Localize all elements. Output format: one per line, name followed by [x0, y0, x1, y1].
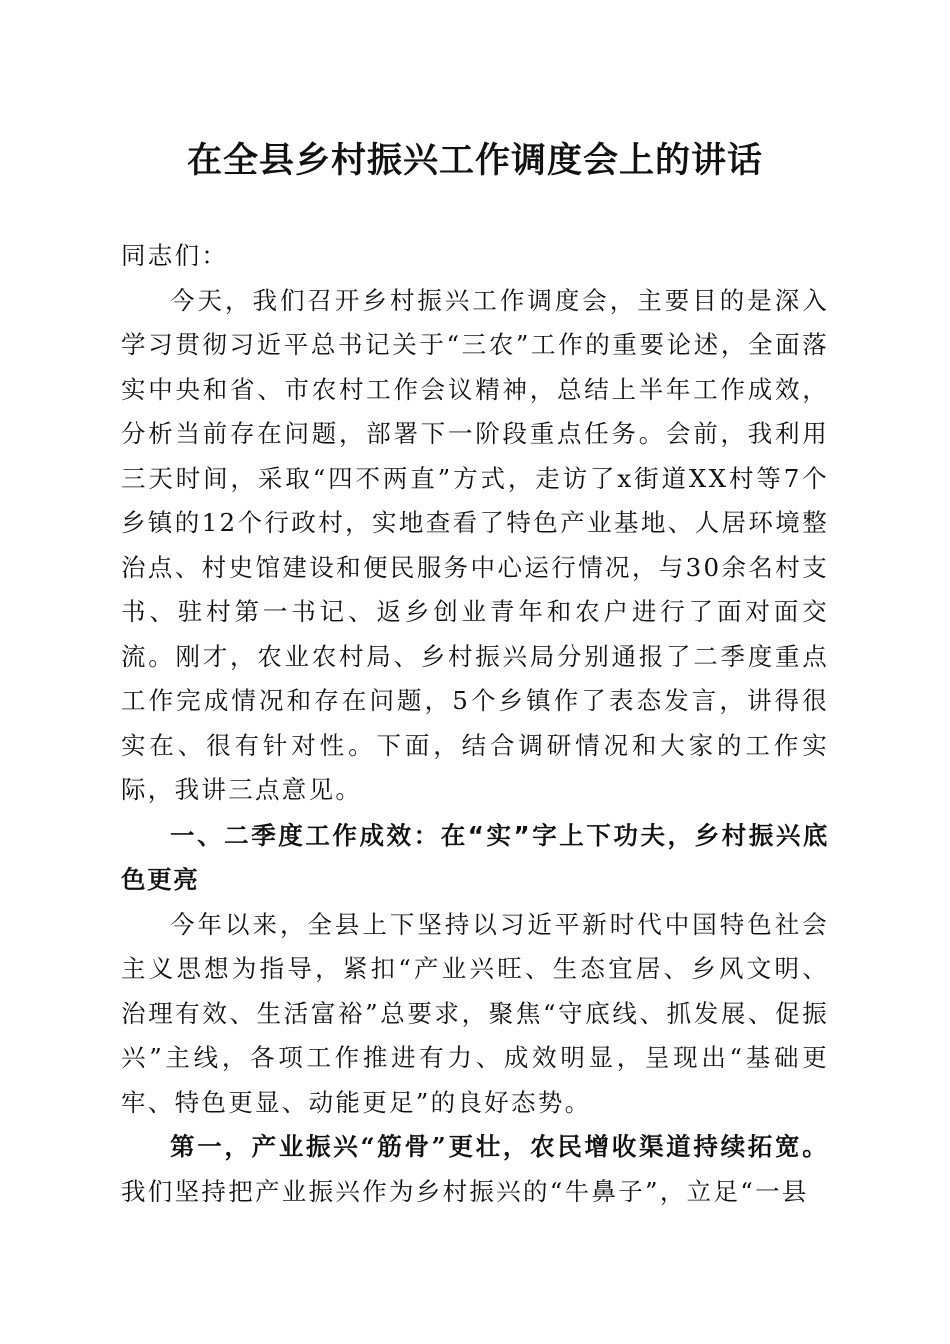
salutation: 同志们：	[121, 241, 229, 270]
section-one-heading: 一、二季度工作成效：在“实”字上下功夫，乡村振兴底色更亮	[121, 820, 829, 894]
document-body	[121, 234, 829, 1214]
section-one-paragraph: 今年以来，全县上下坚持以习近平新时代中国特色社会主义思想为指导，紧扣“产业兴旺、生态宜居、乡风文明、治理有效、生活富裕”总要求，聚焦“守底线、抓发展、促振兴”主线，各项工作推进有力、成效明显，呈现出“基础更牢、特色更显、动能更足”的良好态势。	[121, 909, 829, 1117]
intro-paragraph: 今天，我们召开乡村振兴工作调度会，主要目的是深入学习贯彻习近平总书记关于“三农”工作的重要论述，全面落实中央和省、市农村工作会议精神，总结上半年工作成效，分析当前存在问题，部署下一阶段重点任务。会前，我利用三天时间，采取“四不两直”方式，走访了x街道XX村等7个乡镇的12个行政村，实地查看了特色产业基地、人居环境整治点、村史馆建设和便民服务中心运行情况，与30余名村支书、驻村第一书记、返乡创业青年和农户进行了面对面交流。刚才，农业农村局、乡村振兴局分别通报了二季度重点工作完成情况和存在问题，5个乡镇作了表态发言，讲得很实在、很有针对性。下面，结合调研情况和大家的工作实际，我讲三点意见。	[121, 285, 829, 804]
point-one-text: 我们坚持把产业振兴作为乡村振兴的“牛鼻子”，立足“一县	[121, 1176, 809, 1206]
point-one-paragraph	[121, 1125, 829, 1214]
point-one-lead: 第一，产业振兴“筋骨”更壮，农民增收渠道持续拓宽。	[170, 1132, 829, 1161]
document-title: 在全县乡村振兴工作调度会上的讲话	[186, 140, 763, 181]
